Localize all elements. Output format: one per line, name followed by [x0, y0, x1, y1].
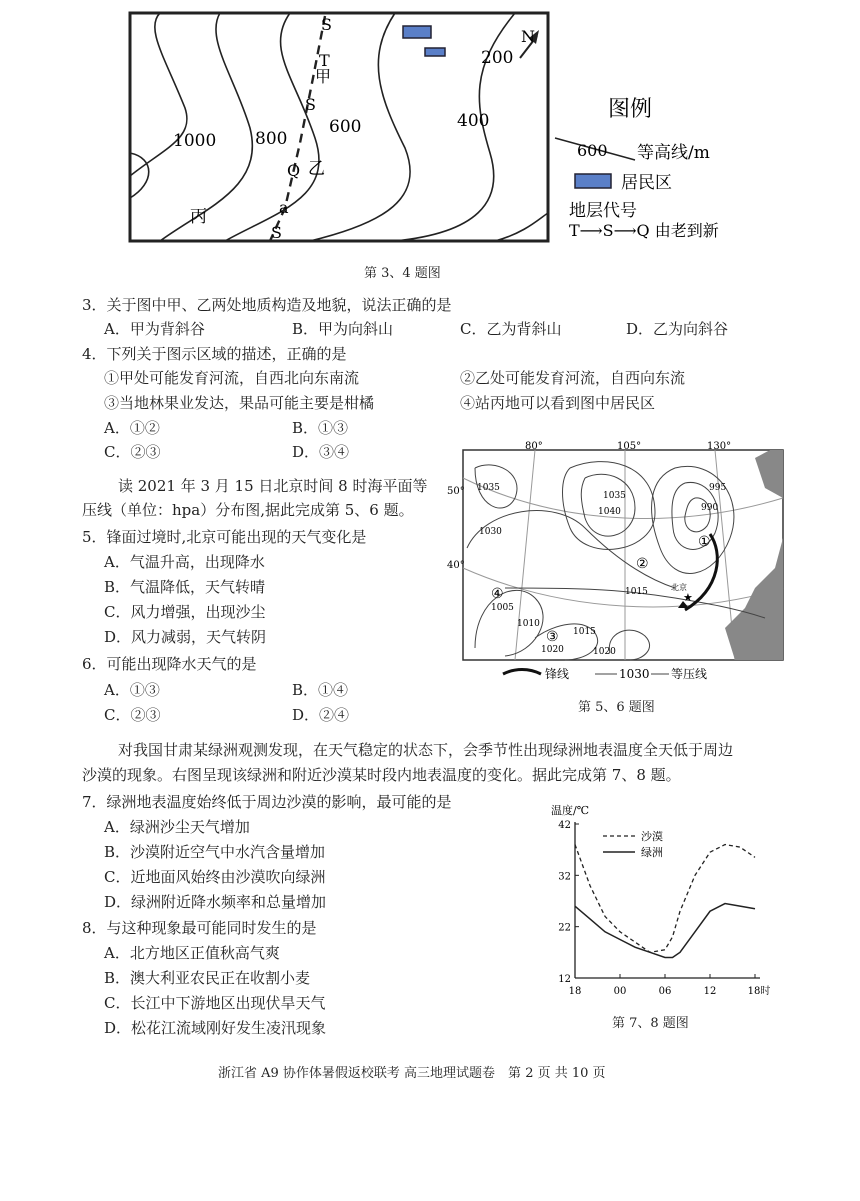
q6-stem: 6．可能出现降水天气的是: [82, 655, 257, 673]
legend-isobar-text: 等压线: [671, 667, 708, 681]
q4-statement-4: ④站丙地可以看到图中居民区: [460, 394, 656, 412]
q3-option-a: A．甲为背斜谷: [104, 320, 205, 338]
legend-desert: 沙漠: [641, 830, 663, 843]
q6-option-c: C．②③: [104, 706, 161, 724]
caption-5-6: 第 5、6 题图: [578, 700, 655, 715]
contour-map: [125, 8, 765, 258]
q3-option-d: D．乙为向斜谷: [626, 320, 729, 338]
q5-option-d: D．风力减弱，天气转阴: [104, 628, 267, 646]
legend-title: 图例: [608, 97, 653, 122]
caption-3-4: 第 3、4 题图: [364, 266, 441, 281]
q4-stem: 4．下列关于图示区域的描述，正确的是: [82, 345, 347, 363]
marker-4: ④: [491, 586, 504, 602]
q5-option-c: C．风力增强，出现沙尘: [104, 603, 266, 621]
intro-7-8-line2: 沙漠的现象。右图呈现该绿洲和附近沙漠某时段内地表温度的变化。据此完成第 7、8 题。: [82, 766, 681, 784]
latitude-label: 50°: [447, 486, 465, 497]
x-tick-label: 00: [613, 986, 627, 997]
isobar-label: 1015: [573, 627, 596, 637]
q4-statement-3: ③当地林果业发达，果品可能主要是柑橘: [104, 394, 375, 412]
q7-option-a: A．绿洲沙尘天气增加: [104, 818, 250, 836]
q3-stem: 3．关于图中甲、乙两处地质构造及地貌，说法正确的是: [82, 296, 452, 314]
x-tick-label: 06: [658, 986, 672, 997]
q6-option-b: B．①④: [292, 681, 349, 699]
q4-option-a: A．①②: [104, 419, 160, 437]
series-desert-line: [575, 845, 755, 953]
isobar-label: 1015: [625, 587, 648, 597]
stratum-label: S: [321, 15, 332, 34]
q7-stem: 7．绿洲地表温度始终低于周边沙漠的影响，最可能的是: [82, 793, 452, 811]
y-tick-label: 22: [558, 922, 571, 934]
stratum-label: S: [271, 223, 282, 242]
intro-5-6-line1: 读 2021 年 3 月 15 日北京时间 8 时海平面等: [118, 477, 428, 495]
isobar-label: 1020: [593, 647, 616, 657]
q7-option-d: D．绿洲附近降水频率和总量增加: [104, 893, 327, 911]
legend-front: 锋线: [545, 667, 570, 681]
q5-stem: 5．锋面过境时,北京可能出现的天气变化是: [82, 528, 367, 546]
stratum-label: a: [279, 198, 289, 217]
temperature-chart: [545, 798, 785, 1008]
q8-option-c: C．长江中下游地区出现伏旱天气: [104, 994, 326, 1012]
north-label: N: [521, 27, 535, 46]
y-tick-label: 12: [558, 974, 571, 985]
stratum-label: T: [319, 51, 330, 70]
y-tick-label: 32: [558, 871, 571, 883]
q8-option-a: A．北方地区正值秋高气爽: [104, 944, 280, 962]
isobar-label: 1005: [491, 603, 514, 613]
q4-option-d: D．③④: [292, 443, 350, 461]
x-tick-label: 18时: [747, 986, 771, 997]
intro-7-8-line1: 对我国甘肃某绿洲观测发现，在天气稳定的状态下，会季节性出现绿洲地表温度全天低于周边: [118, 741, 734, 759]
contour-label: 200: [481, 48, 514, 68]
stratum-label: Q: [287, 161, 301, 180]
legend-oasis: 绿洲: [641, 846, 663, 859]
contour-label: 1000: [173, 131, 217, 151]
place-jia: 甲: [315, 67, 332, 86]
q4-option-b: B．①③: [292, 419, 349, 437]
contour-label: 400: [457, 111, 490, 131]
intro-5-6-line2: 压线（单位：hpa）分布图,据此完成第 5、6 题。: [82, 501, 414, 519]
caption-7-8: 第 7、8 题图: [612, 1016, 689, 1031]
marker-2: ②: [636, 556, 649, 572]
isobar-label: 995: [709, 483, 727, 493]
isobar-label: 1020: [541, 645, 564, 655]
isobar-label: 1035: [477, 483, 500, 493]
legend-contour-value: 600: [577, 141, 608, 160]
longitude-label: 80°: [525, 441, 543, 452]
q8-stem: 8．与这种现象最可能同时发生的是: [82, 919, 317, 937]
place-yi: 乙: [308, 159, 325, 179]
marker-1: ①: [698, 534, 711, 550]
q7-option-c: C．近地面风始终由沙漠吹向绿洲: [104, 868, 326, 886]
q4-statement-2: ②乙处可能发育河流，自西向东流: [460, 369, 686, 387]
isobar-label: 990: [701, 503, 719, 513]
y-tick-label: 42: [558, 820, 571, 831]
q3-option-c: C．乙为背斜山: [460, 320, 562, 338]
contour-label: 800: [255, 129, 288, 149]
beijing-star-icon: ★: [683, 591, 693, 604]
q3-option-b: B．甲为向斜山: [292, 320, 394, 338]
q5-option-b: B．气温降低，天气转晴: [104, 578, 266, 596]
legend-isobar-value: 1030: [619, 667, 650, 681]
q8-option-b: B．澳大利亚农民正在收割小麦: [104, 969, 311, 987]
q7-option-b: B．沙漠附近空气中水汽含量增加: [104, 843, 326, 861]
legend-strata-title: 地层代号: [569, 201, 637, 221]
city-beijing: 北京: [671, 583, 687, 592]
legend-contour-text: 等高线/m: [637, 143, 710, 163]
x-tick-label: 12: [703, 986, 717, 997]
latitude-label: 40°: [447, 560, 465, 571]
isobar-label: 1035: [603, 491, 626, 501]
isobar-label: 1040: [598, 507, 621, 517]
q8-option-d: D．松花江流域刚好发生凌汛现象: [104, 1019, 327, 1037]
legend-strata-seq: T⟶S⟶Q 由老到新: [569, 221, 719, 240]
contour-label: 600: [329, 117, 362, 137]
isobar-label: 1010: [517, 619, 540, 629]
q4-option-c: C．②③: [104, 443, 161, 461]
q6-option-d: D．②④: [292, 706, 350, 724]
x-tick-label: 18: [568, 986, 582, 997]
marker-3: ③: [546, 629, 559, 645]
longitude-label: 105°: [617, 441, 642, 452]
stratum-label: S: [305, 95, 316, 114]
longitude-label: 130°: [707, 441, 732, 452]
chart-ylabel: 温度/℃: [551, 804, 590, 817]
isobar-label: 1030: [479, 527, 502, 537]
legend-residential: 居民区: [621, 173, 672, 193]
place-bing: 丙: [190, 207, 207, 227]
q6-option-a: A．①③: [104, 681, 160, 699]
page-footer: 浙江省 A9 协作体暑假返校联考 高三地理试题卷 第 2 页 共 10 页: [218, 1066, 606, 1081]
isobar-map: [445, 438, 795, 688]
q5-option-a: A．气温升高，出现降水: [104, 553, 265, 571]
q4-statement-1: ①甲处可能发育河流，自西北向东南流: [104, 369, 360, 387]
